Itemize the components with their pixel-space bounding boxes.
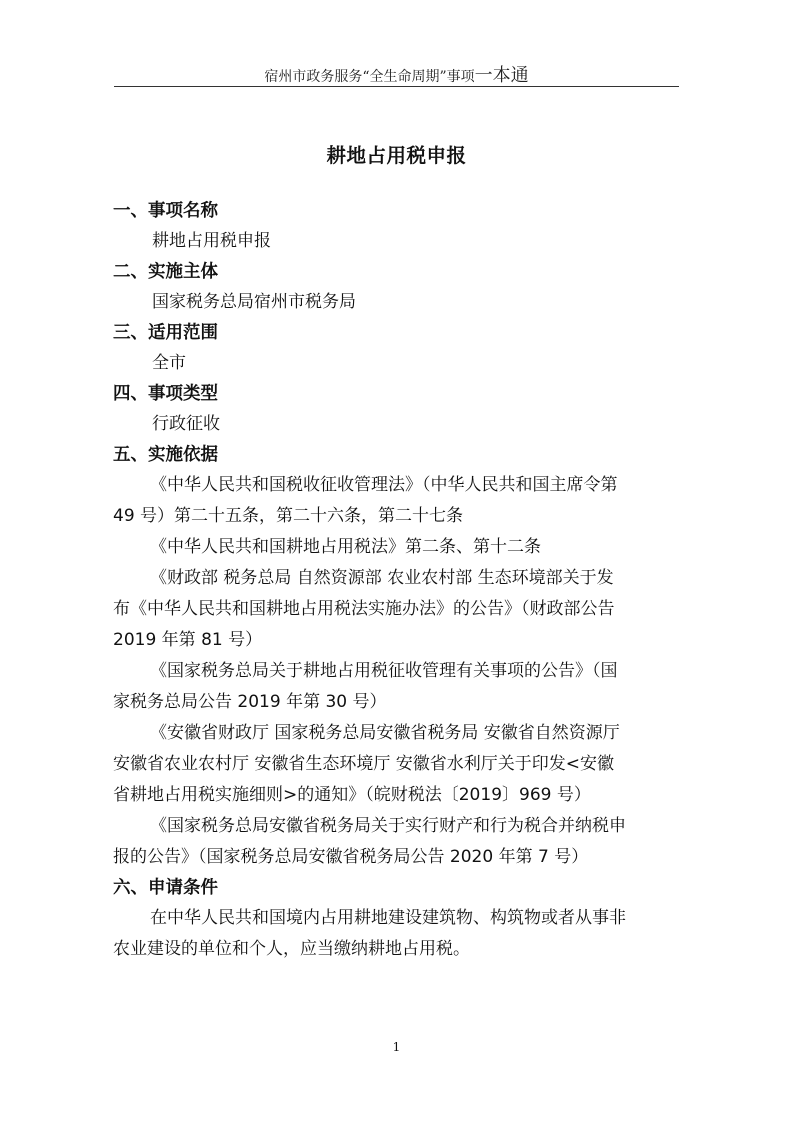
- paragraph-line: 《国家税务总局关于耕地占用税征收管理有关事项的公告》（国: [150, 661, 618, 681]
- paragraph-line: 《中华人民共和国税收征收管理法》（中华人民共和国主席令第: [150, 475, 618, 495]
- paragraph-line: 《财政部 税务总局 自然资源部 农业农村部 生态环境部关于发: [150, 568, 614, 588]
- legal-basis-item: [113, 470, 683, 532]
- section-body-item-name: 耕地占用税申报: [152, 231, 271, 251]
- section-body-item-type: 行政征收: [152, 414, 220, 434]
- document-body: [113, 196, 683, 965]
- section-body-scope: 全市: [152, 353, 186, 373]
- paragraph-line: 在中华人民共和国境内占用耕地建设建筑物、构筑物或者从事非: [150, 908, 626, 928]
- paragraph-line: 《中华人民共和国耕地占用税法》第二条、第十二条: [150, 537, 541, 557]
- paragraph-line: 安徽省农业农村厅 安徽省生态环境厅 安徽省水利厅关于印发<安徽: [113, 754, 615, 774]
- section-heading-legal-basis: 五、实施依据: [113, 445, 218, 465]
- paragraph-line: 农业建设的单位和个人，应当缴纳耕地占用税。: [113, 939, 470, 959]
- paragraph-line: 家税务总局公告 2019 年第 30 号）: [113, 692, 387, 712]
- header-divider: [114, 86, 679, 87]
- section-heading-scope: 三、适用范围: [113, 323, 218, 343]
- legal-basis-item: [113, 718, 683, 811]
- legal-basis-item: [113, 532, 683, 563]
- section-heading-implementing-body: 二、实施主体: [113, 262, 218, 282]
- section-body-implementing-body: 国家税务总局宿州市税务局: [152, 292, 356, 312]
- page-header: [0, 61, 793, 87]
- section-heading-conditions: 六、申请条件: [113, 878, 218, 898]
- legal-basis-item: [113, 656, 683, 718]
- paragraph-line: 《安徽省财政厅 国家税务总局安徽省税务局 安徽省自然资源厅: [150, 723, 620, 743]
- document-title: 耕地占用税申报: [326, 144, 467, 167]
- page-number: 1: [392, 1040, 401, 1054]
- conditions-paragraph: [113, 903, 683, 965]
- section-heading-item-type: 四、事项类型: [113, 384, 218, 404]
- paragraph-line: 布《中华人民共和国耕地占用税法实施办法》的公告》（财政部公告: [113, 599, 615, 619]
- legal-basis-item: [113, 811, 683, 873]
- section-heading-item-name: 一、事项名称: [113, 201, 218, 221]
- legal-basis-item: [113, 563, 683, 656]
- paragraph-line: 报的公告》（国家税务总局安徽省税务局公告 2020 年第 7 号）: [113, 847, 589, 867]
- header-text-emphasis: 一本通: [474, 65, 529, 86]
- paragraph-line: 省耕地占用税实施细则>的通知》（皖财税法〔2019〕969 号）: [113, 785, 591, 805]
- paragraph-line: 2019 年第 81 号）: [113, 630, 263, 650]
- header-text: 宿州市政务服务“全生命周期”事项: [264, 69, 475, 85]
- paragraph-line: 49 号）第二十五条，第二十六条，第二十七条: [113, 506, 464, 526]
- paragraph-line: 《国家税务总局安徽省税务局关于实行财产和行为税合并纳税申: [150, 816, 626, 836]
